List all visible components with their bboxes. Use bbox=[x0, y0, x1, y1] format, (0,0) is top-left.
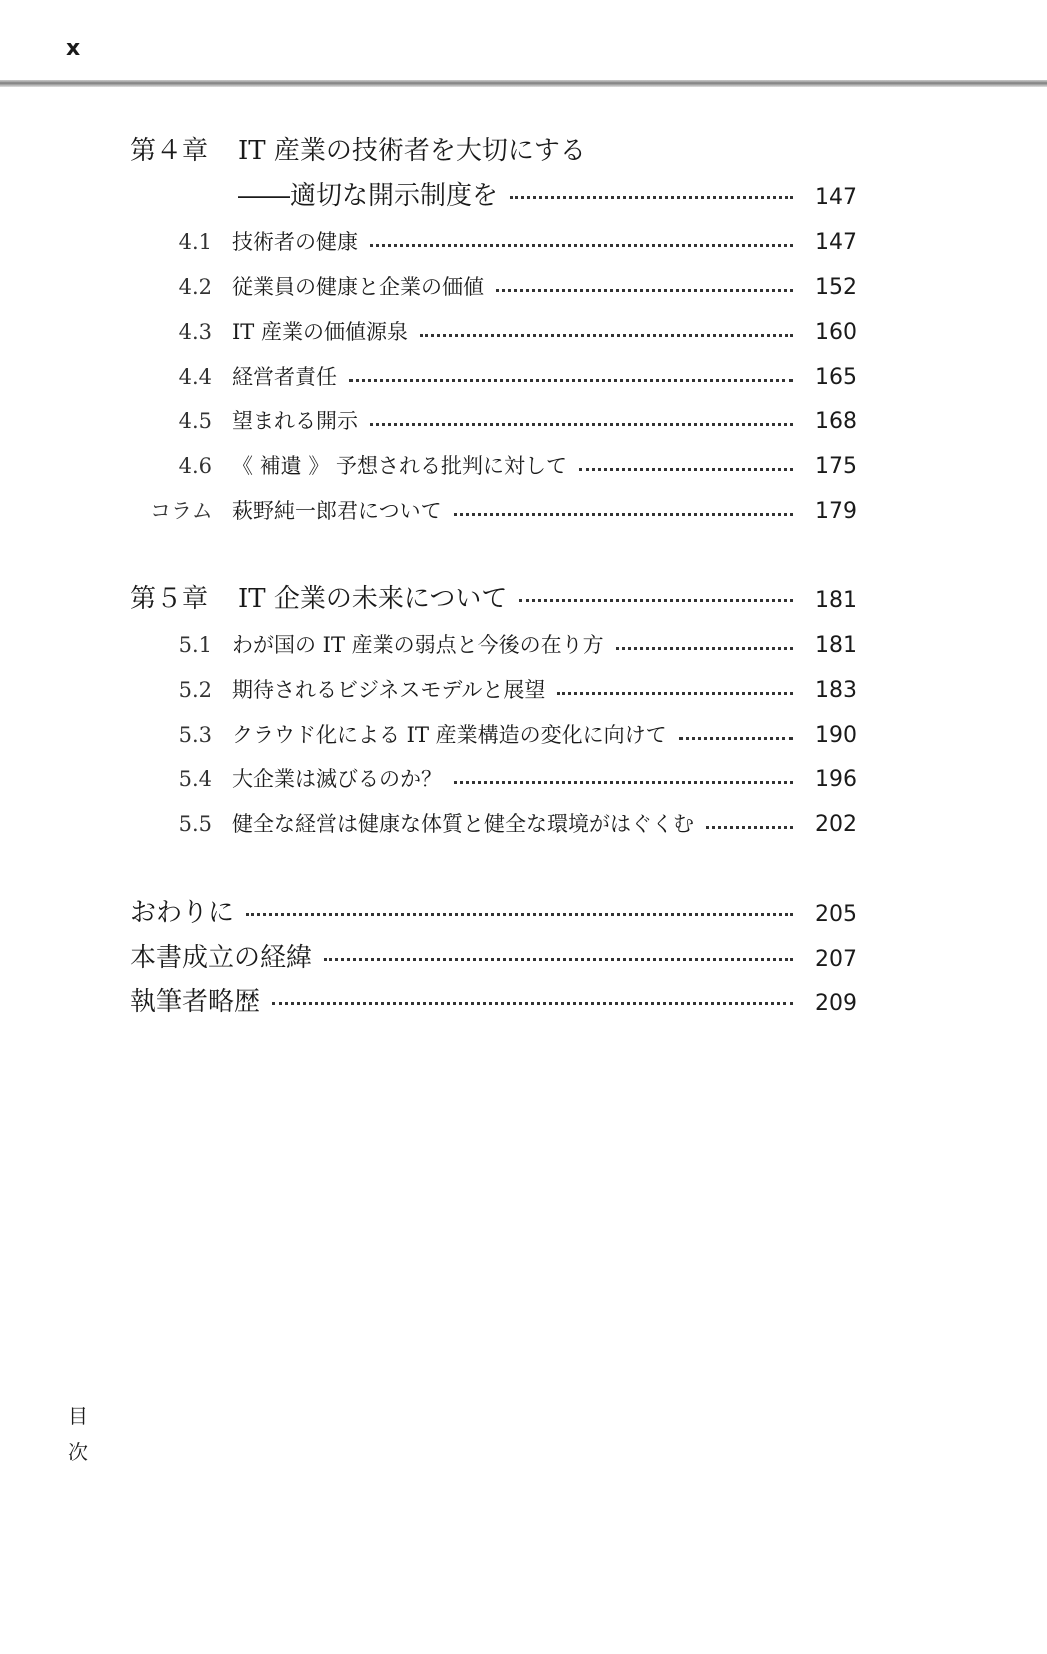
leader-dots bbox=[679, 737, 793, 740]
leader-dots bbox=[579, 468, 793, 471]
chapter-4-heading bbox=[130, 130, 857, 167]
section-number: 4.4 bbox=[178, 365, 212, 389]
section-number: 4.6 bbox=[178, 454, 212, 478]
backmatter-page: 209 bbox=[815, 991, 857, 1016]
section-page: 147 bbox=[815, 230, 857, 255]
leader-dots bbox=[706, 826, 793, 829]
section-title: 経営者責任 bbox=[232, 365, 337, 389]
chapter-5-page: 181 bbox=[815, 588, 857, 613]
section-page: 196 bbox=[815, 767, 857, 792]
section-title: 健全な経営は健康な体質と健全な環境がはぐくむ bbox=[232, 812, 694, 836]
section-title: 期待されるビジネスモデルと展望 bbox=[232, 678, 546, 702]
leader-dots bbox=[454, 781, 793, 784]
toc-entry-5-3[interactable] bbox=[150, 719, 857, 749]
section-page: 168 bbox=[815, 409, 857, 434]
section-page: 202 bbox=[815, 812, 857, 837]
leader-dots bbox=[349, 379, 793, 382]
chapter-5-heading[interactable] bbox=[130, 578, 857, 615]
toc-entry-authors[interactable] bbox=[130, 981, 857, 1018]
section-title: わが国の IT 産業の弱点と今後の在り方 bbox=[232, 633, 604, 657]
section-title: 大企業は滅びるのか？ bbox=[232, 767, 442, 791]
section-title: IT 産業の価値源泉 bbox=[232, 320, 408, 344]
toc-entry-afterword[interactable] bbox=[130, 892, 857, 929]
chapter-4-title: IT 産業の技術者を大切にする bbox=[238, 136, 586, 166]
section-page: 175 bbox=[815, 454, 857, 479]
toc-entry-4-3[interactable] bbox=[150, 316, 857, 346]
backmatter-title: 本書成立の経緯 bbox=[130, 943, 313, 973]
section-number: 4.3 bbox=[178, 320, 212, 344]
chapter-4-subtitle-row[interactable] bbox=[238, 175, 857, 212]
toc-entry-4-2[interactable] bbox=[150, 271, 857, 301]
section-title: 《 補遺 》 予想される批判に対して bbox=[232, 454, 568, 478]
page-number: x bbox=[66, 36, 81, 61]
section-title: 望まれる開示 bbox=[232, 409, 358, 433]
leader-dots bbox=[616, 647, 793, 650]
leader-dots bbox=[510, 196, 793, 199]
section-number: 5.1 bbox=[178, 633, 212, 657]
running-footer-label bbox=[66, 1398, 90, 1470]
section-number: 5.4 bbox=[178, 767, 212, 791]
side-label-char: 目 bbox=[68, 1404, 88, 1428]
backmatter-page: 205 bbox=[815, 902, 857, 927]
chapter-4-label: 第４章 bbox=[130, 136, 209, 166]
chapter-4-subtitle: ――適切な開示制度を bbox=[238, 181, 499, 211]
side-label-char: 次 bbox=[68, 1440, 88, 1464]
leader-dots bbox=[496, 289, 793, 292]
toc-entry-history[interactable] bbox=[130, 937, 857, 974]
section-number: 4.2 bbox=[178, 275, 212, 299]
leader-dots bbox=[557, 692, 793, 695]
leader-dots bbox=[370, 423, 793, 426]
toc-entry-4-6[interactable] bbox=[150, 450, 857, 480]
leader-dots bbox=[420, 334, 793, 337]
toc-entry-column[interactable] bbox=[150, 495, 857, 525]
leader-dots bbox=[272, 1002, 793, 1005]
leader-dots bbox=[519, 599, 793, 602]
section-page: 190 bbox=[815, 723, 857, 748]
toc-entry-4-1[interactable] bbox=[150, 226, 857, 256]
section-number: 4.1 bbox=[178, 230, 212, 254]
leader-dots bbox=[246, 913, 793, 916]
section-number: 4.5 bbox=[178, 409, 212, 433]
section-number: 5.5 bbox=[178, 812, 212, 836]
section-title: 従業員の健康と企業の価値 bbox=[232, 275, 484, 299]
section-page: 160 bbox=[815, 320, 857, 345]
section-number: 5.2 bbox=[178, 678, 212, 702]
header-rule bbox=[0, 80, 1047, 87]
section-page: 165 bbox=[815, 365, 857, 390]
toc-entry-5-1[interactable] bbox=[150, 629, 857, 659]
leader-dots bbox=[324, 958, 793, 961]
leader-dots bbox=[370, 244, 793, 247]
section-page: 152 bbox=[815, 275, 857, 300]
section-title: 萩野純一郎君について bbox=[232, 499, 442, 523]
section-title: クラウド化による IT 産業構造の変化に向けて bbox=[232, 723, 667, 747]
section-number: 5.3 bbox=[178, 723, 212, 747]
leader-dots bbox=[454, 513, 793, 516]
section-page: 181 bbox=[815, 633, 857, 658]
section-page: 183 bbox=[815, 678, 857, 703]
section-title: 技術者の健康 bbox=[232, 230, 358, 254]
toc-entry-4-4[interactable] bbox=[150, 361, 857, 391]
chapter-4-page: 147 bbox=[815, 185, 857, 210]
toc-entry-5-4[interactable] bbox=[150, 763, 857, 793]
chapter-5-title: IT 企業の未来について bbox=[238, 584, 508, 614]
chapter-5-label: 第５章 bbox=[130, 584, 209, 614]
toc-entry-5-5[interactable] bbox=[150, 808, 857, 838]
section-page: 179 bbox=[815, 499, 857, 524]
backmatter-page: 207 bbox=[815, 947, 857, 972]
toc-entry-5-2[interactable] bbox=[150, 674, 857, 704]
backmatter-title: 執筆者略歴 bbox=[130, 987, 261, 1017]
backmatter-title: おわりに bbox=[130, 898, 235, 928]
toc-entry-4-5[interactable] bbox=[150, 405, 857, 435]
section-number: コラム bbox=[150, 499, 213, 523]
